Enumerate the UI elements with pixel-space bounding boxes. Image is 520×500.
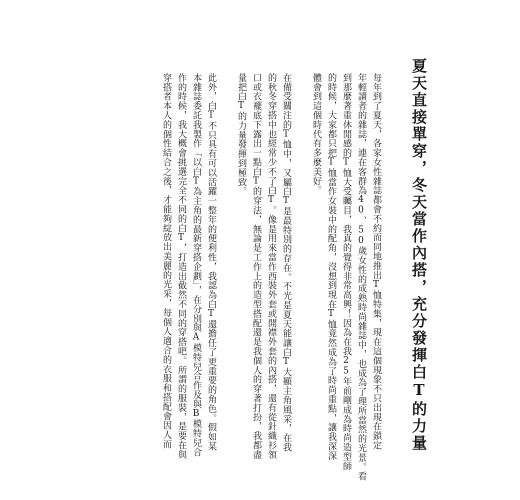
paragraph-line: 年輕讀者的雜誌，連在客群為40、50歲女性的成熟時尚雜誌中，也成為了理所當然的光景。看 [356, 73, 366, 482]
paragraph-line: 到那麼著重休閒感的T恤大受矚目，我真的覺得非常高興！因為在我25年前剛成為時尚造型師 [341, 73, 351, 471]
paragraph-line: 在備受關注的T恤中，又屬白T是最特別的存在。不光是夏天能讓白T大顯主角風采，在我 [281, 73, 291, 452]
paragraph-line: 此外，白T不只具有可以活躍一整年的便利性，我認為白T還擔任了更重要的角色。假如某 [206, 73, 216, 451]
paragraph-line: 作的時候，我大概會挑選完全不同的白T，打造出截然不同的穿搭吧。所謂的服裝，是要在與 [176, 73, 186, 460]
paragraph-line: 穿搭者本人的個性結合之後，才能夠綻放出美麗的光采，每個人適合的衣服和搭配會因人而 [161, 73, 171, 449]
paragraph-line: 的秋冬穿搭中也經常少不了白T。像是用來當作西裝外套或開襟外套的內搭，還有從針織衫領 [266, 73, 276, 460]
paragraph-line: 的時候，大家都只把T恤當作女裝中的配角，沒想到現在T恤竟然成為了時尚重點，讓我深深 [326, 73, 336, 461]
paragraph-line: 口或衣襬底下露出一點白T的穿法，無論是工作上的造型搭配還是我個人的穿著打扮，我都盡 [251, 73, 261, 460]
paragraph-line: 每年到了夏天，各家女性雜誌都會不約而同地推出T恤特集，現在這個現象不只出現在鎖定 [371, 73, 381, 450]
paragraph-line: 量把白T的力量發揮到極致。 [236, 73, 246, 197]
article-title: 夏天直接單穿，冬天當作內搭，充分發揮白T的力量 [410, 58, 428, 452]
paragraph-line: 本雜誌委託我製作「以白T為主角的最新穿搭企劃」，在分別與A模特兒合作及與B模特兒合 [191, 73, 201, 457]
paragraph-line: 體會到這個時代有多麼美好。 [311, 73, 321, 196]
